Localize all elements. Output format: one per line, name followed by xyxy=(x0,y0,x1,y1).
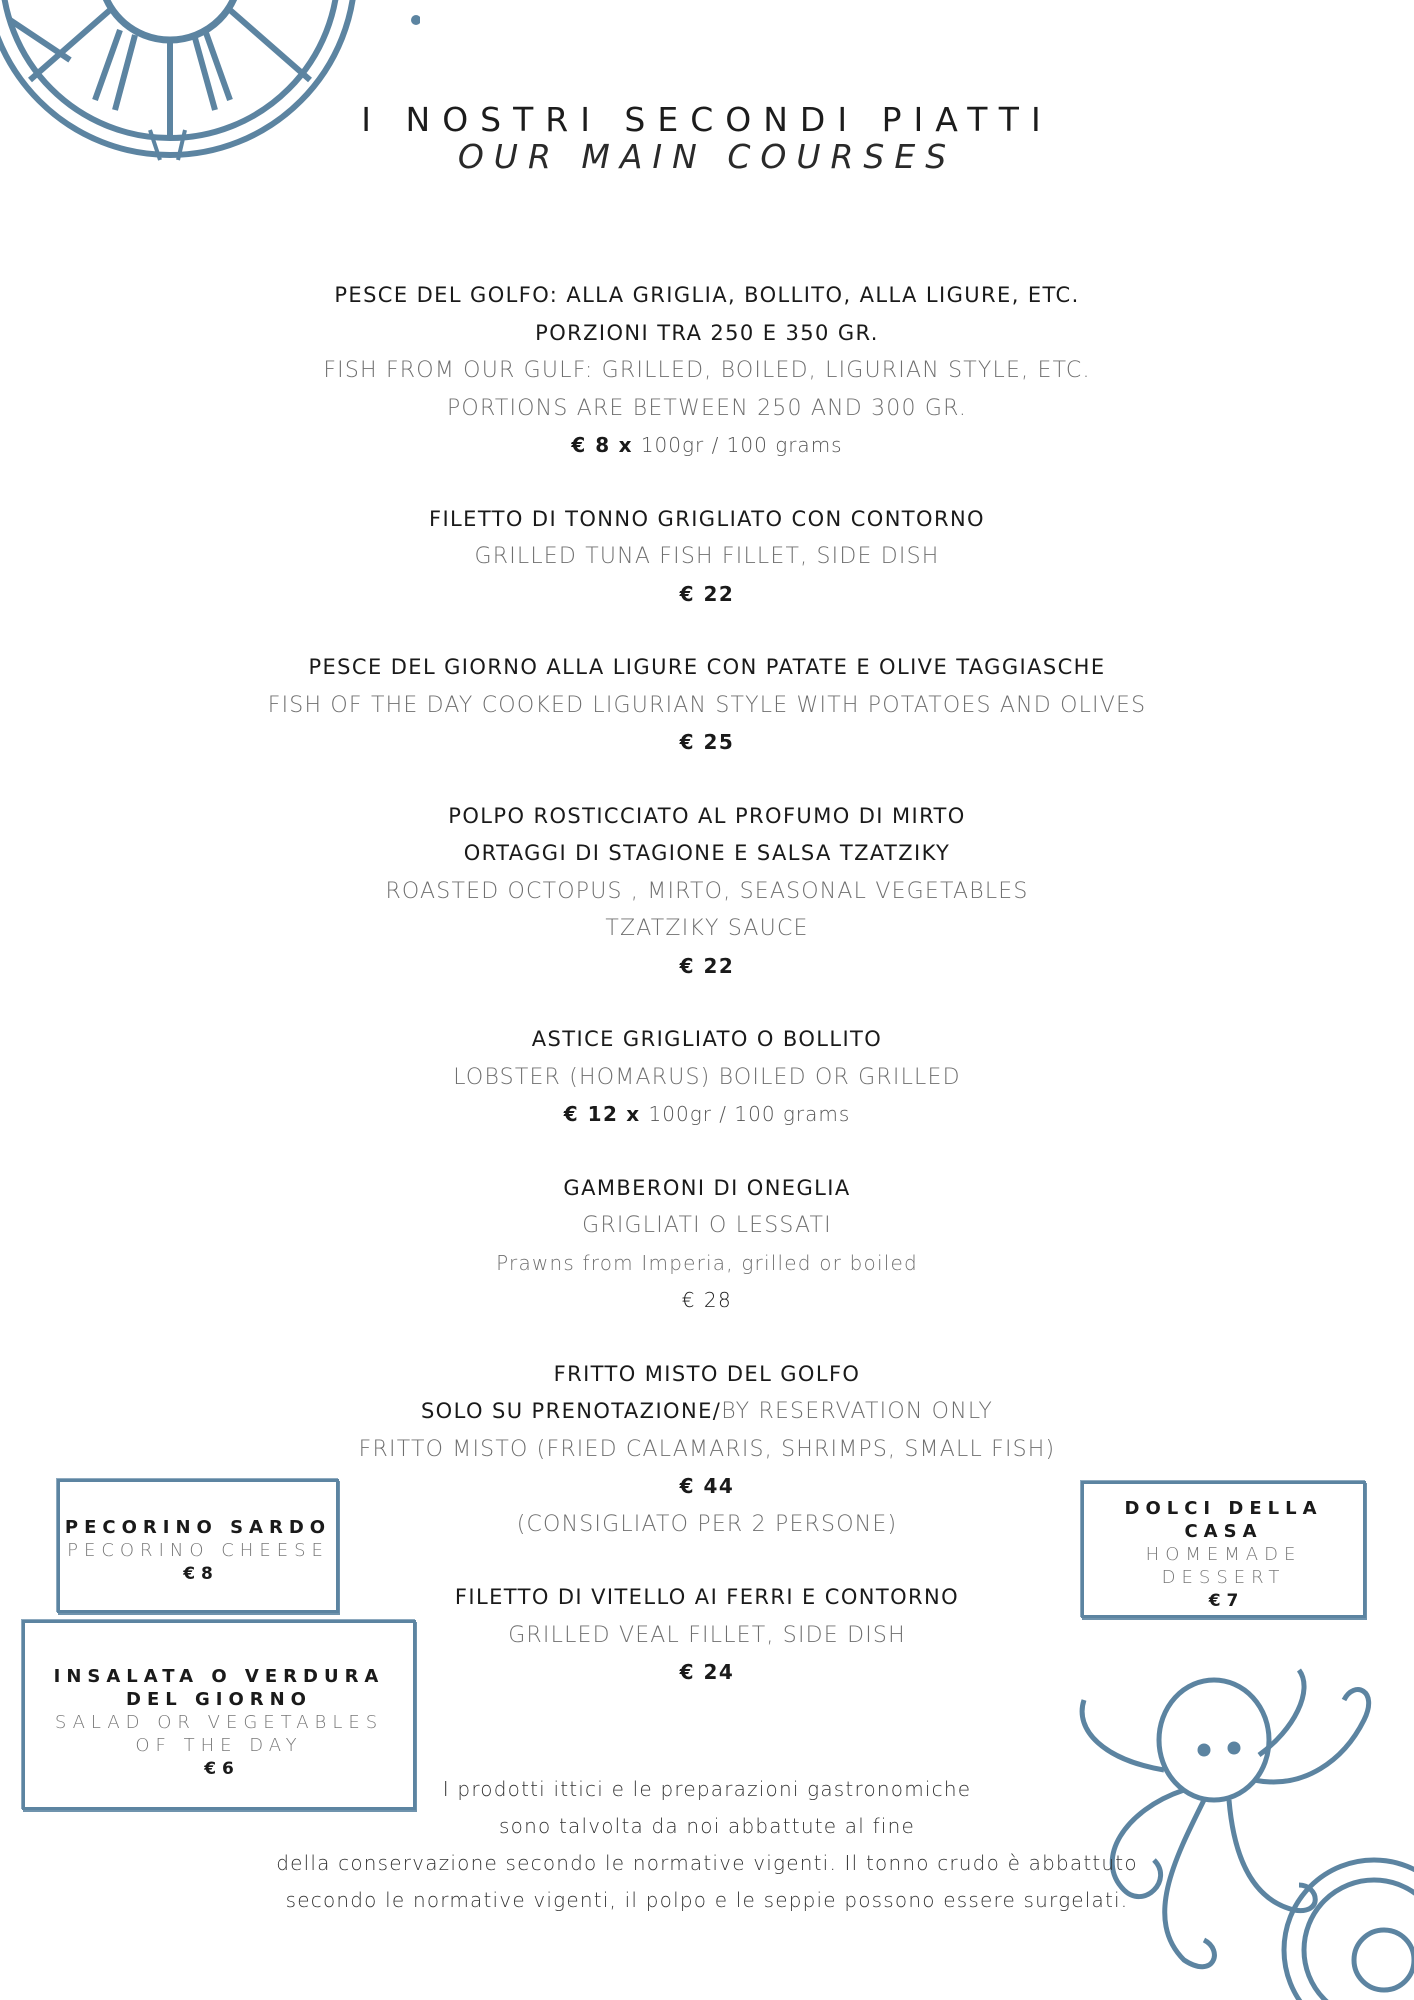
dish-name-en: GRIGLIATI O LESSATI xyxy=(582,1213,832,1238)
side-name-en: HOMEMADE xyxy=(1145,1544,1302,1565)
dish-name-it: FILETTO DI TONNO GRIGLIATO CON CONTORNO xyxy=(428,506,985,531)
footer-note-line: sono talvolta da noi abbattute al fine xyxy=(499,1814,915,1838)
price-value: € 44 xyxy=(679,1474,735,1498)
price-value: € 12 xyxy=(563,1102,619,1126)
dish-price xyxy=(0,724,1414,762)
dish-name-en: FISH FROM OUR GULF: GRILLED, BOILED, LIGURIAN STYLE, ETC. xyxy=(323,358,1091,383)
side-price: € 7 xyxy=(1208,1591,1239,1611)
dish-name-it: FRITTO MISTO DEL GOLFO xyxy=(553,1361,861,1386)
dish-name-en: FRITTO MISTO (FRIED CALAMARIS, SHRIMPS, SMALL FISH) xyxy=(358,1436,1056,1462)
side-name-it: DOLCI DELLA xyxy=(1124,1498,1323,1519)
menu-item xyxy=(0,277,1414,465)
price-value: € 22 xyxy=(679,581,735,606)
side-box-pecorino xyxy=(57,1479,339,1613)
price-unit: 100gr / 100 grams xyxy=(640,433,843,457)
dish-name-it: POLPO ROSTICCIATO AL PROFUMO DI MIRTO xyxy=(448,803,966,828)
price-value: € 28 xyxy=(681,1288,733,1312)
side-name-it: CASA xyxy=(1184,1521,1263,1542)
dish-name-en: Prawns from Imperia, grilled or boiled xyxy=(496,1250,918,1275)
dish-name-en: TZATZIKY SAUCE xyxy=(605,916,809,941)
footer-note-line: secondo le normative vigenti, il polpo e le seppie possono essere surgelati. xyxy=(285,1888,1129,1912)
dish-name-en: ROASTED OCTOPUS , MIRTO, SEASONAL VEGETABLES xyxy=(385,878,1029,904)
dish-name-it: GAMBERONI DI ONEGLIA xyxy=(563,1175,851,1200)
menu-item xyxy=(0,798,1414,986)
dish-name-it: FILETTO DI VITELLO AI FERRI E CONTORNO xyxy=(454,1585,960,1609)
side-name-en: PECORINO CHEESE xyxy=(67,1540,329,1561)
dish-name-it: ASTICE GRIGLIATO O BOLLITO xyxy=(531,1027,883,1051)
dish-name-it: ORTAGGI DI STAGIONE E SALSA TZATZIKY xyxy=(463,841,951,865)
side-name-it: INSALATA O VERDURA xyxy=(53,1666,385,1687)
page-title: I NOSTRI SECONDI PIATTI xyxy=(361,100,1053,139)
menu-item xyxy=(0,1170,1414,1320)
price-multiplier: x xyxy=(626,1102,641,1126)
price-value: € 24 xyxy=(679,1660,735,1684)
dish-name-en: GRILLED VEAL FILLET, SIDE DISH xyxy=(508,1622,906,1648)
dish-name-it: PESCE DEL GIORNO ALLA LIGURE CON PATATE E OLIVE TAGGIASCHE xyxy=(308,655,1106,679)
side-name-en: SALAD OR VEGETABLES xyxy=(54,1712,384,1733)
dish-price xyxy=(0,427,1414,465)
dish-name-it: PORZIONI TRA 250 E 350 GR. xyxy=(535,320,879,345)
side-name-it: PECORINO SARDO xyxy=(64,1517,332,1538)
menu-item xyxy=(0,501,1414,614)
price-value: € 25 xyxy=(679,730,735,754)
menu-item xyxy=(0,649,1414,762)
side-name-it: DEL GIORNO xyxy=(126,1689,312,1710)
side-name-en: DESSERT xyxy=(1161,1567,1286,1588)
reservation-it: SOLO SU PRENOTAZIONE/ xyxy=(420,1399,722,1423)
dish-price xyxy=(0,576,1414,614)
price-unit: 100gr / 100 grams xyxy=(648,1102,851,1126)
dish-price xyxy=(0,1282,1414,1320)
side-name-en: OF THE DAY xyxy=(135,1735,303,1756)
reservation-note xyxy=(0,1393,1414,1431)
dish-name-en: LOBSTER (HOMARUS) BOILED OR GRILLED xyxy=(453,1064,961,1090)
side-box-dolci xyxy=(1081,1481,1366,1618)
price-value: € 8 xyxy=(571,433,611,457)
footer-note-line: I prodotti ittici e le preparazioni gastronomiche xyxy=(442,1777,972,1801)
price-value: € 22 xyxy=(679,953,735,978)
price-multiplier: x xyxy=(618,433,633,457)
footer-note-line: della conservazione secondo le normative vigenti. Il tonno crudo è abbattuto xyxy=(276,1851,1138,1875)
dish-price xyxy=(0,948,1414,986)
side-price: € 6 xyxy=(204,1759,234,1779)
page-subtitle: OUR MAIN COURSES xyxy=(457,137,957,176)
side-price: € 8 xyxy=(183,1564,213,1584)
dish-name-en: PORTIONS ARE BETWEEN 250 AND 300 GR. xyxy=(446,395,968,421)
dish-name-en: GRILLED TUNA FISH FILLET, SIDE DISH xyxy=(474,544,940,569)
dish-price xyxy=(0,1096,1414,1134)
dish-name-en: FISH OF THE DAY COOKED LIGURIAN STYLE WITH POTATOES AND OLIVES xyxy=(267,692,1147,718)
reservation-en: BY RESERVATION ONLY xyxy=(721,1399,994,1424)
dish-name-it: PESCE DEL GOLFO: ALLA GRIGLIA, BOLLITO, ALLA LIGURE, ETC. xyxy=(334,283,1080,307)
footer-note xyxy=(0,1771,1414,1919)
dish-note: (CONSIGLIATO PER 2 PERSONE) xyxy=(516,1511,898,1537)
menu-item xyxy=(0,1021,1414,1134)
